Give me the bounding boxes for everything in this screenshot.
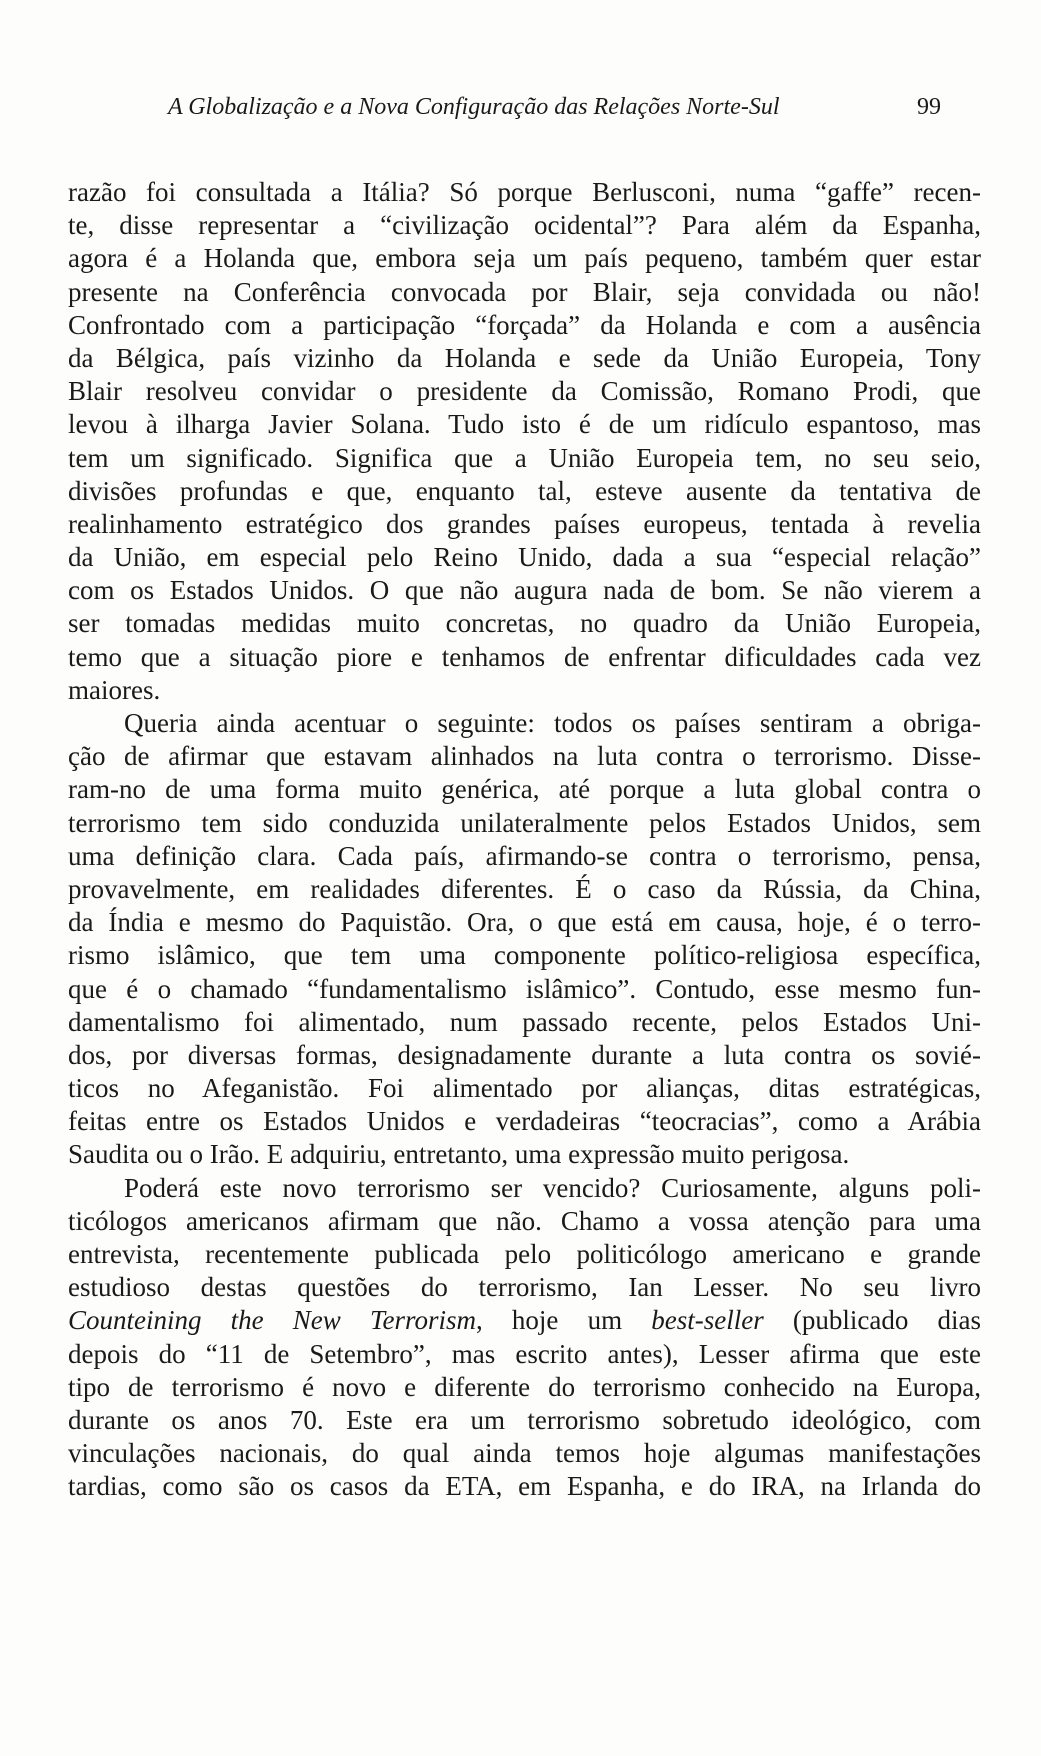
text-line: feitas entre os Estados Unidos e verdadeiras “teocracias”, como a Arábia [68,1106,981,1137]
text-line: da Bélgica, país vizinho da Holanda e sede da União Europeia, Tony [68,342,981,373]
text-line: ção de afirmar que estavam alinhados na luta contra o terrorismo. Disse- [68,741,981,772]
text-line: dos, por diversas formas, designadamente durante a luta contra os sovié- [68,1039,981,1070]
text-line: temo que a situação piore e tenhamos de enfrentar dificuldades cada vez [68,641,981,672]
text-line: ticólogos americanos afirmam que não. Chamo a vossa atenção para uma [68,1205,981,1236]
text-line: Blair resolveu convidar o presidente da Comissão, Romano Prodi, que [68,376,981,407]
text-line: Saudita ou o Irão. E adquiriu, entretanto, uma expressão muito perigosa. [68,1139,850,1170]
text-line: da União, em especial pelo Reino Unido, dada a sua “especial relação” [68,542,981,573]
text-line: ser tomadas medidas muito concretas, no quadro da União Europeia, [68,608,981,639]
text-line: rismo islâmico, que tem uma componente político-religiosa específica, [68,940,981,971]
text-line: tipo de terrorismo é novo e diferente do terrorismo conhecido na Europa, [68,1371,981,1402]
paragraph [68,176,981,707]
text-line: durante os anos 70. Este era um terrorismo sobretudo ideológico, com [68,1404,981,1435]
page-number: 99 [917,94,941,120]
text-line: maiores. [68,674,161,705]
text-line: depois do “11 de Setembro”, mas escrito antes), Lesser afirma que este [68,1338,981,1369]
text-line: damentalismo foi alimentado, num passado recente, pelos Estados Uni- [68,1006,981,1037]
text-line: divisões profundas e que, enquanto tal, esteve ausente da tentativa de [68,475,981,506]
paragraph [68,707,981,1172]
body-text [68,176,981,1504]
text-line: agora é a Holanda que, embora seja um país pequeno, também quer estar [68,243,981,274]
text-line: Confrontado com a participação “forçada” da Holanda e com a ausência [68,309,981,340]
text-line: Counteining the New Terrorism, hoje um best-seller (publicado dias [68,1305,981,1336]
running-header [68,92,981,122]
paragraph [68,1172,981,1504]
text-line: com os Estados Unidos. O que não augura nada de bom. Se não vierem a [68,575,981,606]
text-line: vinculações nacionais, do qual ainda temos hoje algumas manifestações [68,1438,981,1469]
text-line: que é o chamado “fundamentalismo islâmico”. Contudo, esse mesmo fun- [68,973,981,1004]
text-line: tem um significado. Significa que a União Europeia tem, no seu seio, [68,442,981,473]
text-line: realinhamento estratégico dos grandes países europeus, tentada à revelia [68,508,981,539]
text-line: te, disse representar a “civilização ocidental”? Para além da Espanha, [68,210,981,241]
text-line: tardias, como são os casos da ETA, em Espanha, e do IRA, na Irlanda do [68,1471,981,1502]
text-line: razão foi consultada a Itália? Só porque Berlusconi, numa “gaffe” recen- [68,177,981,207]
text-line: estudioso destas questões do terrorismo, Ian Lesser. No seu livro [68,1272,981,1303]
text-line: ram-no de uma forma muito genérica, até porque a luta global contra o [68,774,981,805]
text-line: terrorismo tem sido conduzida unilateralmente pelos Estados Unidos, sem [68,807,981,838]
running-header-title: A Globalização e a Nova Configuração das Relações Norte-Sul [168,94,780,120]
text-line: provavelmente, em realidades diferentes. É o caso da Rússia, da China, [68,873,981,904]
text-line: entrevista, recentemente publicada pelo politicólogo americano e grande [68,1239,981,1269]
text-line: Queria ainda acentuar o seguinte: todos os países sentiram a obriga- [124,708,981,738]
text-line: levou à ilharga Javier Solana. Tudo isto é de um ridículo espantoso, mas [68,409,981,440]
text-line: uma definição clara. Cada país, afirmando-se contra o terrorismo, pensa, [68,840,981,871]
text-line: presente na Conferência convocada por Blair, seja convidada ou não! [68,276,981,307]
text-line: Poderá este novo terrorismo ser vencido? Curiosamente, alguns poli- [124,1172,981,1203]
text-line: ticos no Afeganistão. Foi alimentado por alianças, ditas estratégicas, [68,1073,981,1104]
text-line: da Índia e mesmo do Paquistão. Ora, o que está em causa, hoje, é o terro- [68,907,981,938]
